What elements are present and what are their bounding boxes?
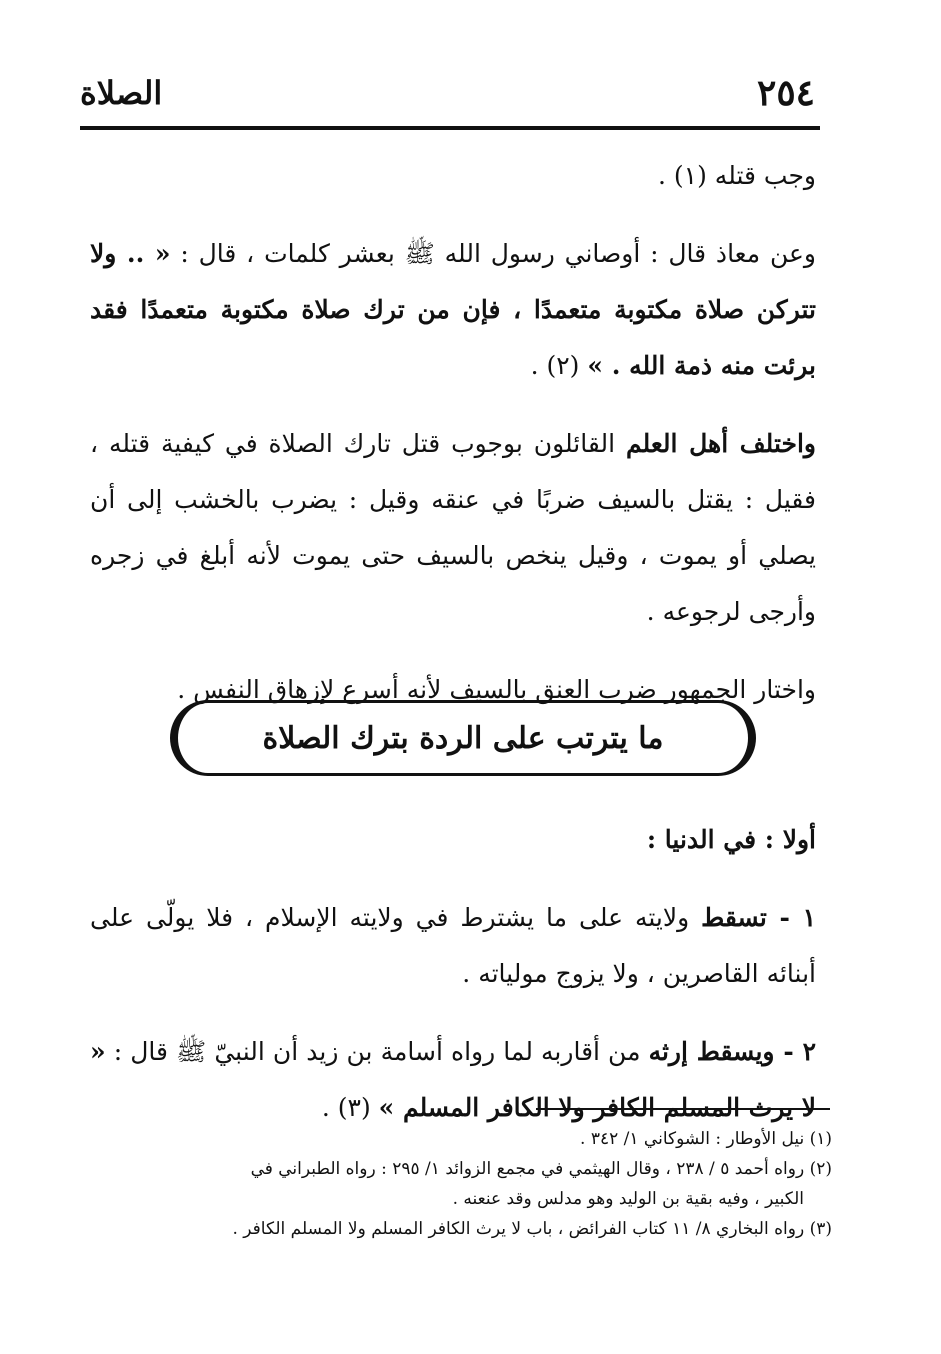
footnote-2: (٢) رواه أحمد ٥ / ٢٣٨ ، وقال الهيثمي في مجمع الزوائد ١/ ٢٩٥ : رواه الطبراني في — [250, 1159, 832, 1179]
footnote-1: (١) نيل الأوطار : الشوكاني ١/ ٣٤٢ . — [580, 1129, 832, 1149]
header-rule — [80, 126, 820, 130]
page-number: ٢٥٤ — [756, 72, 815, 114]
item-2-number: ٢ - — [774, 1037, 816, 1066]
footnotes — [90, 1124, 832, 1244]
item-1-bold: تسقط — [701, 903, 767, 932]
paragraph-1: وجب قتله (١) . — [658, 161, 816, 190]
item-1-number: ١ - — [766, 903, 816, 932]
list-item-2 — [90, 1024, 816, 1136]
subheading: أولا : في الدنيا : — [646, 825, 816, 854]
footnote-2-continuation: الكبير ، وفيه بقية بن الوليد وهو مدلس وقد عنعنه . — [452, 1189, 804, 1209]
running-title: الصلاة — [80, 74, 163, 112]
main-text — [90, 148, 816, 740]
section-text — [90, 812, 816, 1158]
paragraph-2-lead: وعن معاذ قال : أوصاني رسول الله ﷺ بعشر كلمات ، قال : — [180, 239, 816, 268]
section-title: ما يترتب على الردة بترك الصلاة — [170, 700, 756, 776]
paragraph-4: واختار الجمهور ضرب العنق بالسيف لأنه أسرع لإزهاق النفس . — [177, 675, 816, 704]
item-1-text: ولايته على ما يشترط في ولايته الإسلام ، فلا يولّى على أبنائه القاصرين ، ولا يزوج مولياته . — [90, 903, 816, 988]
item-2-bold: ويسقط إرثه — [648, 1037, 775, 1066]
item-2-quote: « لا يرث المسلم الكافر ولا الكافر المسلم » — [90, 1037, 816, 1122]
paragraph-3-bold: واختلف أهل العلم — [625, 429, 816, 458]
page-header — [80, 70, 815, 130]
paragraph-3-text: القائلون بوجوب قتل تارك الصلاة في كيفية قتله ، فقيل : يقتل بالسيف ضربًا في عنقه وقيل : يضرب بالخشب إلى أن يصلي أو يموت ، وقيل ينخص بالسيف حتى يموت لأنه أبلغ في زجره وأرجى لرجوعه . — [90, 429, 816, 626]
hadith-quote: « .. ولا تتركن صلاة مكتوبة متعمدًا ، فإن من ترك صلاة مكتوبة متعمدًا فقد برئت منه ذمة الله . » — [90, 239, 816, 380]
list-item-1 — [90, 890, 816, 1002]
footnote-ref-2: (٢) . — [530, 351, 588, 380]
paragraph-3 — [90, 416, 816, 640]
paragraph-2 — [90, 226, 816, 394]
section-title-frame — [170, 700, 756, 776]
item-2-text: من أقاربه لما رواه أسامة بن زيد أن النبيّ ﷺ قال : — [113, 1037, 649, 1066]
footnote-ref-3: (٣) . — [321, 1093, 379, 1122]
footnote-3: (٣) رواه البخاري ٨/ ١١ كتاب الفرائض ، باب لا يرث الكافر المسلم ولا المسلم الكافر . — [232, 1219, 832, 1239]
footnote-rule — [536, 1108, 830, 1110]
